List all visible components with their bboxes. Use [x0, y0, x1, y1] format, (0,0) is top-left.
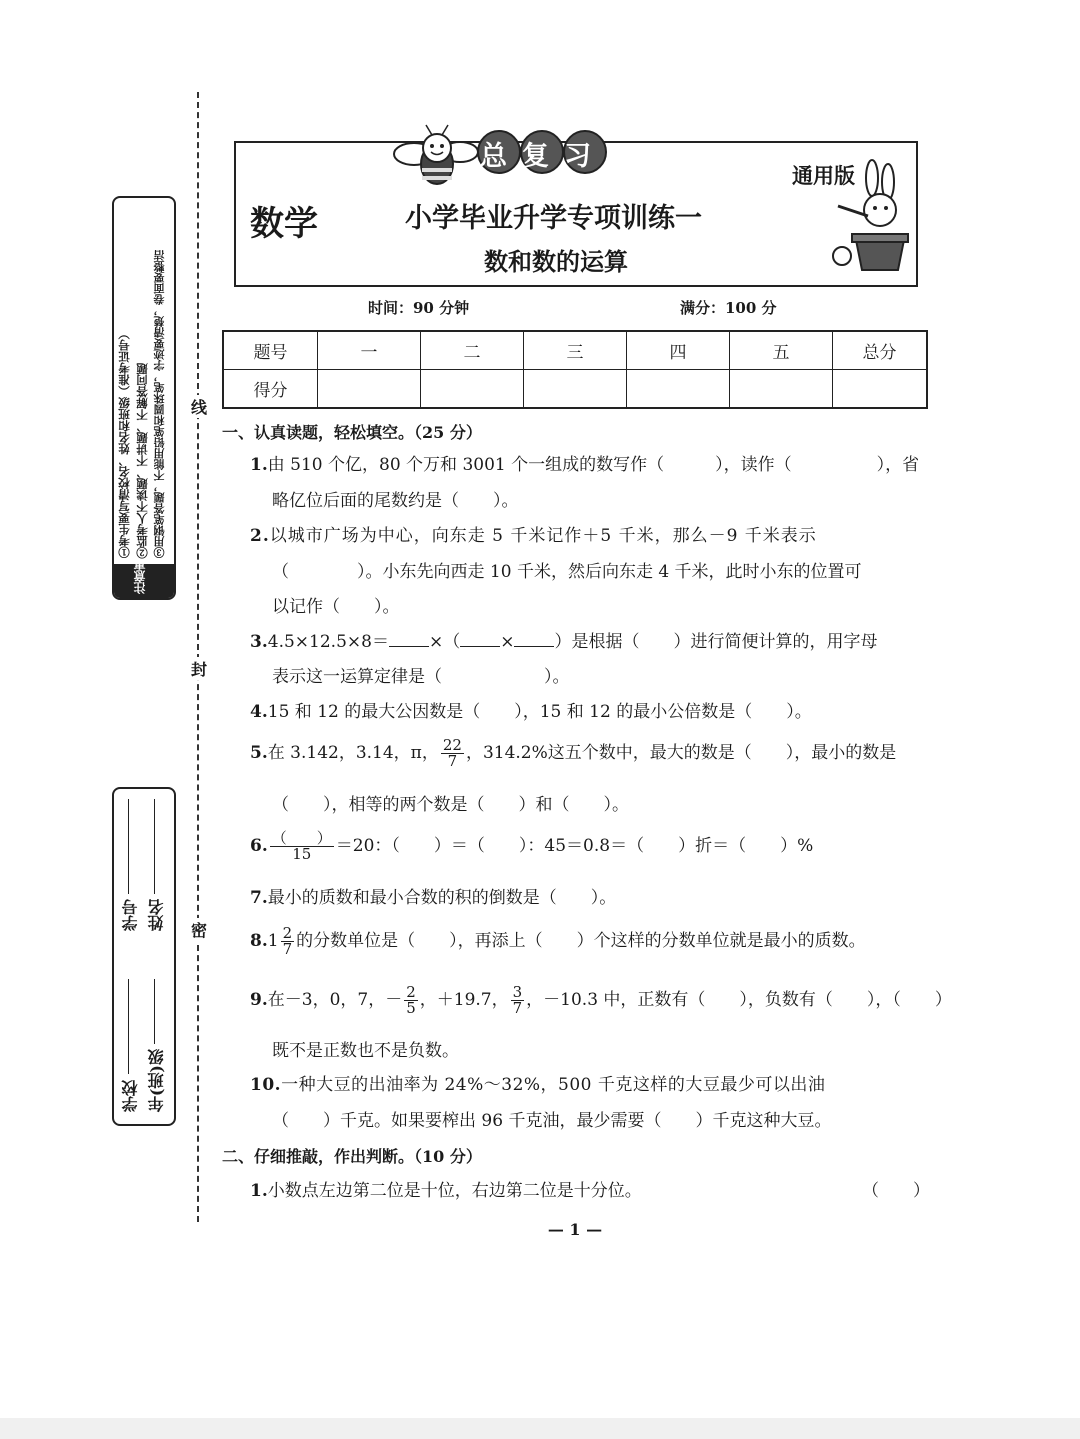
- fraction-denominator: 7: [282, 940, 293, 958]
- notice-box: [112, 196, 176, 600]
- fraction: [511, 985, 525, 1016]
- section-2-title: 二、仔细推敲，作出判断。（10 分）: [222, 1147, 482, 1166]
- subject-title: 数学: [250, 204, 318, 244]
- question-9-cont: 既不是正数也不是负数。: [272, 1041, 459, 1061]
- exam-time: 时间：90 分钟: [368, 299, 470, 317]
- notice-title: 注意事项: [133, 546, 147, 594]
- fraction-denominator: 15: [292, 845, 312, 863]
- score-header-cell: 四: [627, 331, 730, 370]
- fraction-numerator: 22: [442, 736, 462, 754]
- question-1-cont: 略亿位后面的尾数约是（ ）。: [272, 491, 519, 511]
- question-number: 6.: [250, 836, 268, 856]
- question-2: [250, 525, 817, 547]
- question-number: 3.: [250, 632, 268, 652]
- question-1: [250, 454, 919, 476]
- notice-line-3: ③用钢笔答题，不能用铅笔和圆珠笔，字迹要清楚，卷面要整洁: [153, 250, 166, 558]
- edition-label: 通用版: [792, 164, 855, 188]
- question-2-cont2: 以记作（ ）。: [272, 597, 400, 617]
- class-label: 年(班)级: [147, 1048, 166, 1112]
- rabbit-icon: [828, 156, 912, 274]
- cut-fold-char: 封: [191, 657, 207, 680]
- question-number: 1.: [250, 455, 268, 475]
- question-4: [250, 701, 812, 723]
- question-number: 4.: [250, 702, 268, 722]
- question-7: [250, 887, 616, 909]
- notice-line-1: ①考生要写清校名、姓名和班级（准考证号）: [117, 328, 131, 558]
- full-score: 满分：100 分: [680, 299, 777, 317]
- bee-icon: [392, 122, 482, 190]
- question-6: [250, 831, 813, 862]
- cut-line-char: 线: [191, 395, 207, 418]
- score-table-score-row: [223, 370, 927, 409]
- mixed-number-whole: 1: [267, 931, 279, 951]
- answer-blank[interactable]: [460, 632, 500, 647]
- question-number: 9.: [250, 990, 268, 1010]
- question-number: 7.: [250, 888, 268, 908]
- bottom-band: [0, 1418, 1080, 1439]
- section-1-title: 一、认真读题，轻松填空。（25 分）: [222, 423, 482, 442]
- name-label: 姓名: [147, 899, 166, 931]
- name-line: [154, 799, 155, 894]
- score-cell[interactable]: [524, 370, 627, 409]
- question-text: 小数点左边第二位是十位，右边第二位是十分位。: [267, 1181, 642, 1201]
- question-text: ）是根据（ ）进行简便计算的，用字母: [554, 632, 878, 652]
- fraction-numerator: （ ）: [271, 829, 332, 847]
- id-line: [128, 799, 129, 894]
- question-3-cont: 表示这一运算定律是（ ）。: [272, 667, 570, 687]
- fraction-numerator: 3: [512, 983, 523, 1001]
- question-text: 15 和 12 的最大公因数是（ ），15 和 12 的最小公倍数是（ ）。: [267, 702, 812, 722]
- question-3: [250, 631, 877, 653]
- question-text: 在 3.142，3.14，π，: [267, 743, 439, 763]
- class-line: [154, 979, 155, 1044]
- score-header-cell: 三: [524, 331, 627, 370]
- fraction-denominator: 7: [512, 999, 523, 1017]
- question-number: 1.: [250, 1181, 268, 1201]
- subtitle: 数和数的运算: [484, 248, 628, 276]
- fraction: [270, 831, 334, 862]
- score-cell[interactable]: [627, 370, 730, 409]
- question-2-cont: （ ）。小东先向西走 10 千米，然后向东走 4 千米，此时小东的位置可: [272, 562, 862, 582]
- fraction-denominator: 7: [447, 752, 458, 770]
- question-text: 的分数单位是（ ），再添上（ ）个这样的分数单位就是最小的质数。: [296, 931, 866, 951]
- question-text: 由 510 个亿，80 个万和 3001 个一组成的数写作（ ），读作（ ），省: [267, 455, 920, 475]
- score-cell[interactable]: [730, 370, 833, 409]
- student-info-box: [112, 787, 176, 1126]
- score-header-cell: 总分: [833, 331, 928, 370]
- fraction-denominator: 5: [406, 999, 416, 1017]
- score-cell[interactable]: [318, 370, 421, 409]
- score-header-cell: 五: [730, 331, 833, 370]
- fraction: [441, 738, 464, 769]
- fraction: [404, 985, 418, 1016]
- question-text: 在－3，0，7，－: [267, 990, 403, 1010]
- main-title: 小学毕业升学专项训练一: [405, 203, 702, 234]
- score-header-cell: 二: [421, 331, 524, 370]
- id-label: 学号: [121, 899, 140, 931]
- question-text: ×（: [428, 632, 461, 652]
- score-header-cell: 题号: [223, 331, 318, 370]
- question-10-cont: （ ）千克。如果要榨出 96 千克油，最少需要（ ）千克这种大豆。: [272, 1111, 832, 1131]
- question-text: 最小的质数和最小合数的积的倒数是（ ）。: [267, 888, 617, 908]
- question-9: [250, 985, 952, 1016]
- score-table: [222, 330, 928, 409]
- score-cell[interactable]: [421, 370, 524, 409]
- judge-question-1: [250, 1180, 642, 1202]
- question-5-cont: （ ），相等的两个数是（ ）和（ ）。: [272, 795, 629, 815]
- question-text: ＝20：（ ）＝（ ）：45＝0.8＝（ ）折＝（ ）%: [335, 836, 814, 856]
- question-number: 10.: [250, 1075, 282, 1095]
- cut-seal-char: 密: [191, 918, 207, 941]
- question-text: ，－10.3 中，正数有（ ），负数有（ ），（ ）: [526, 990, 952, 1010]
- question-number: 2.: [250, 526, 270, 546]
- question-number: 8.: [250, 931, 268, 951]
- question-text: ，＋19.7，: [419, 990, 509, 1010]
- question-number: 5.: [250, 743, 268, 763]
- question-text: 4.5×12.5×8＝: [267, 632, 389, 652]
- answer-blank[interactable]: [514, 632, 554, 647]
- school-line: [128, 979, 129, 1074]
- fraction-numerator: 2: [282, 924, 293, 942]
- question-text: 以城市广场为中心，向东走 5 千米记作＋5 千米，那么－9 千米表示: [269, 526, 817, 546]
- question-5: [250, 738, 896, 769]
- fraction-numerator: 2: [406, 983, 416, 1001]
- score-header-cell: 一: [318, 331, 421, 370]
- notice-line-2: ②监考人不读题、不讲题、不解答问题: [135, 362, 149, 558]
- fraction: [281, 926, 295, 957]
- judge-answer-mark[interactable]: （ ）: [862, 1181, 930, 1201]
- question-text: 一种大豆的出油率为 24%～32%，500 千克这样的大豆最少可以出油: [281, 1075, 826, 1095]
- banner-text: 总复习: [480, 141, 606, 172]
- question-10: [250, 1074, 825, 1096]
- score-row-label: 得分: [223, 370, 318, 409]
- question-text: ×: [500, 632, 515, 652]
- question-8: [250, 926, 866, 957]
- score-table-header-row: [223, 331, 927, 370]
- answer-blank[interactable]: [389, 632, 429, 647]
- school-label: 学校: [121, 1080, 140, 1112]
- page-number: — 1 —: [547, 1220, 603, 1239]
- question-text: ，314.2%这五个数中，最大的数是（ ），最小的数是: [465, 743, 897, 763]
- score-cell[interactable]: [833, 370, 928, 409]
